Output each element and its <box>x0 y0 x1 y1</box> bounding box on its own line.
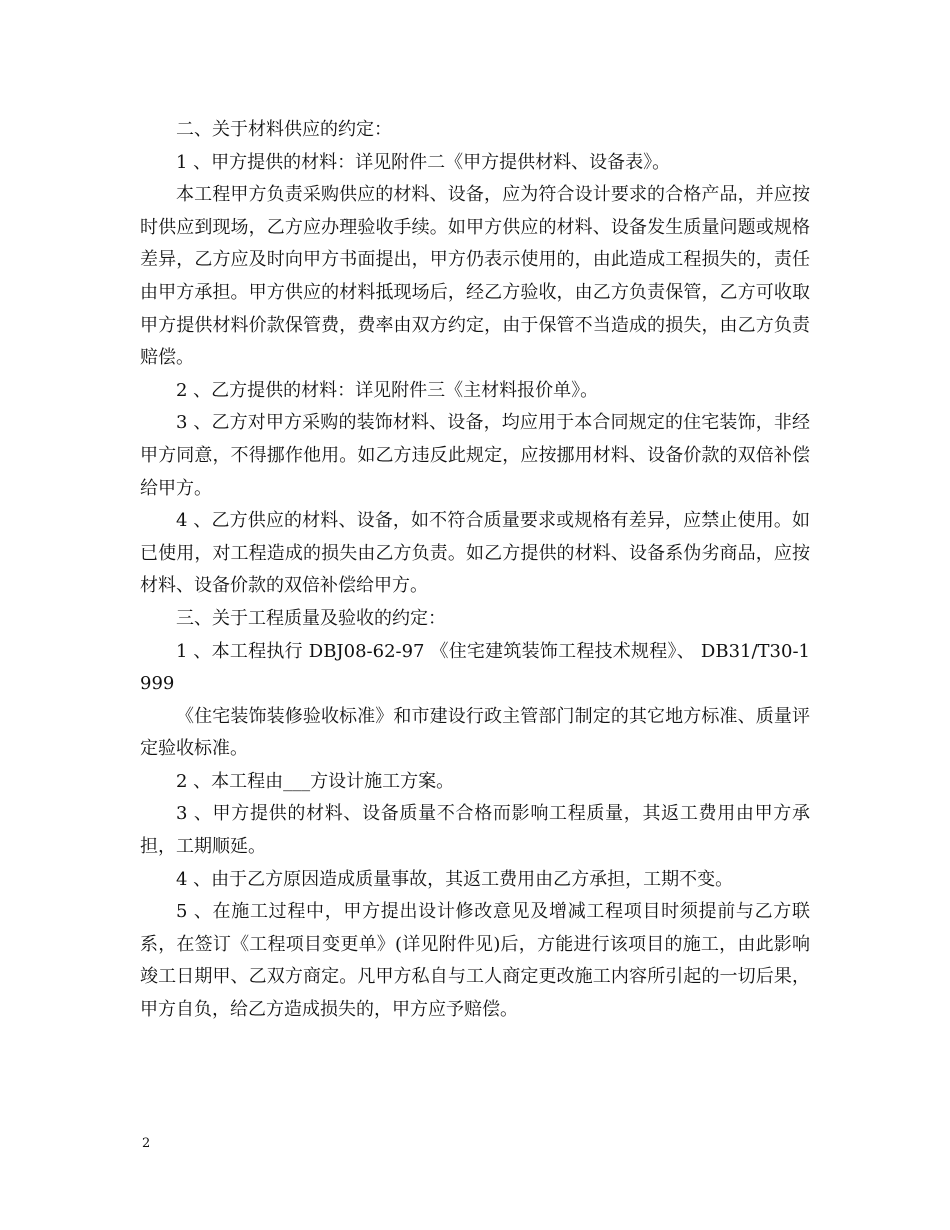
clause-3-material-use: 3 、乙方对甲方采购的装饰材料、设备，均应用于本合同规定的住宅装饰，非经甲方同意，不得挪作他用。如乙方违反此规定，应按挪用材料、设备价款的双倍补偿给甲方。 <box>140 412 810 499</box>
clause-1-standards: 1 、本工程执行 DBJ08-62-97 《住宅建筑装饰工程技术规程》、 DB31/T30-1999 <box>140 640 810 695</box>
clause-3-party-a-quality: 3 、甲方提供的材料、设备质量不合格而影响工程质量，其返工费用由甲方承担，工期顺延。 <box>140 803 810 858</box>
paragraph-standards-continued: 《住宅装饰装修验收标准》和市建设行政主管部门制定的其它地方标准、质量评定验收标准。 <box>140 705 810 760</box>
clause-5-design-changes: 5 、在施工过程中，甲方提出设计修改意见及增减工程项目时须提前与乙方联系，在签订《工程项目变更单》(详见附件见)后，方能进行该项目的施工，由此影响竣工日期甲、乙双方商定。凡甲方私自与工人商定更改施工内容所引起的一切后果，甲方自负，给乙方造成损失的，甲方应予赔偿。 <box>140 901 810 1021</box>
section-heading-quality-acceptance: 三、关于工程质量及验收的约定： <box>176 607 446 629</box>
clause-1-materials-party-a: 1 、甲方提供的材料：详见附件二《甲方提供材料、设备表》。 <box>176 151 671 173</box>
clause-4-party-b-accidents: 4 、由于乙方原因造成质量事故，其返工费用由乙方承担，工期不变。 <box>176 868 734 890</box>
page-number: 2 <box>142 1136 151 1151</box>
clause-2-design-plan: 2 、本工程由___方设计施工方案。 <box>176 770 455 792</box>
clause-2-materials-party-b: 2 、乙方提供的材料：详见附件三《主材料报价单》。 <box>176 379 599 401</box>
document-body <box>140 114 810 1027</box>
section-heading-materials: 二、关于材料供应的约定： <box>176 119 392 140</box>
paragraph-party-a-procurement: 本工程甲方负责采购供应的材料、设备，应为符合设计要求的合格产品，并应按时供应到现场，乙方应办理验收手续。如甲方供应的材料、设备发生质量问题或规格差异，乙方应及时向甲方书面提出，甲方仍表示使用的，由此造成工程损失的，责任由甲方承担。甲方供应的材料抵现场后，经乙方验收，由乙方负责保管，乙方可收取甲方提供材料价款保管费，费率由双方约定，由于保管不当造成的损失，由乙方负责赔偿。 <box>140 184 810 369</box>
clause-4-material-quality: 4 、乙方供应的材料、设备，如不符合质量要求或规格有差异，应禁止使用。如已使用，对工程造成的损失由乙方负责。如乙方提供的材料、设备系伪劣商品，应按材料、设备价款的双倍补偿给甲方。 <box>140 510 810 597</box>
